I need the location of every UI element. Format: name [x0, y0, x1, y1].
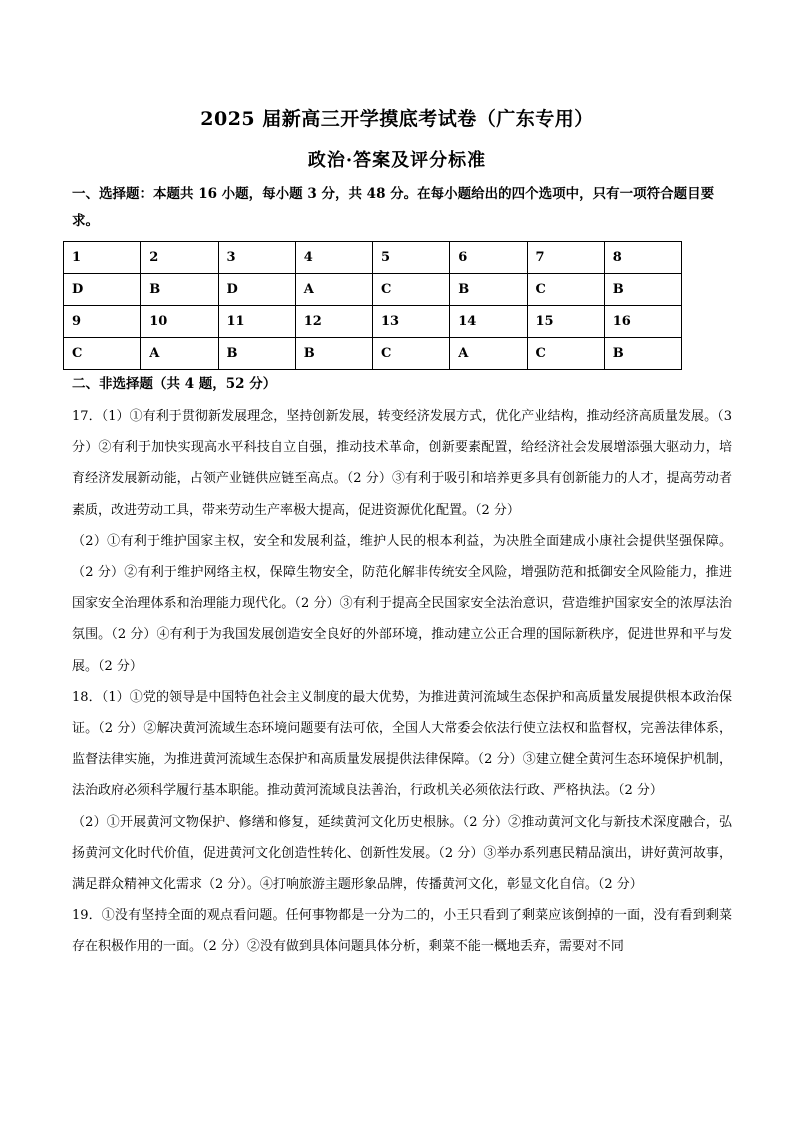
table-row	[64, 338, 682, 370]
table-cell: 12	[295, 306, 372, 338]
answer-paragraph: 18．（1）①党的领导是中国特色社会主义制度的最大优势，为推进黄河流域生态保护和高质量发展提供根本政治保证。（2 分）②解决黄河流域生态环境问题要有法可依，全国人大常委会依法行使立法权和监督权，完善法律体系，监督法律实施，为推进黄河流域生态保护和高质量发展提供法律保障。（2 分）③建立健全黄河生态环境保护机制，法治政府必须科学履行基本职能。推动黄河流域良法善治，行政机关必须依法行政、严格执法。（2 分）	[72, 689, 732, 799]
answer-paragraph: 19．①没有坚持全面的观点看问题。任何事物都是一分为二的，小王只看到了剩菜应该倒掉的一面，没有看到剩菜存在积极作用的一面。（2 分）②没有做到具体问题具体分析，剩菜不能一概地丢弃，需要对不同	[72, 908, 732, 955]
table-cell: 1	[64, 242, 141, 274]
section1-heading: 一、选择题：本题共 16 小题，每小题 3 分，共 48 分。在每小题给出的四个选项中，只有一项符合题目要求。	[72, 186, 715, 229]
section2-heading: 二、非选择题（共 4 题，52 分）	[72, 376, 277, 392]
table-cell: B	[295, 338, 372, 370]
table-cell: D	[64, 274, 141, 306]
table-cell: B	[604, 338, 681, 370]
table-cell: 2	[141, 242, 218, 274]
table-cell: 6	[450, 242, 527, 274]
table-cell: C	[527, 338, 604, 370]
exam-title: 2025 届新高三开学摸底考试卷（广东专用）	[200, 108, 594, 130]
table-cell: B	[604, 274, 681, 306]
table-cell: C	[64, 338, 141, 370]
answer-paragraph: 17．（1）①有利于贯彻新发展理念，坚持创新发展，转变经济发展方式，优化产业结构，推动经济高质量发展。（3 分）②有利于加快实现高水平科技自立自强，推动技术革命，创新要素配置，给经济社会发展增添强大驱动力，培育经济发展新动能，占领产业链供应链至高点。（2 分）③有利于吸引和培养更多具有创新能力的人才，提高劳动者素质，改进劳动工具，带来劳动生产率极大提高，促进资源优化配置。（2 分）	[72, 409, 732, 518]
table-cell: B	[450, 274, 527, 306]
table-row	[64, 242, 682, 274]
table-cell: C	[527, 274, 604, 306]
table-row	[64, 274, 682, 306]
exam-subtitle: 政治·答案及评分标准	[307, 150, 487, 171]
table-cell: C	[373, 274, 450, 306]
table-cell: 13	[373, 306, 450, 338]
table-cell: A	[295, 274, 372, 306]
table-cell: 3	[218, 242, 295, 274]
table-cell: A	[450, 338, 527, 370]
table-cell: B	[218, 338, 295, 370]
table-cell: 10	[141, 306, 218, 338]
table-row	[64, 306, 682, 338]
answer-body	[72, 401, 732, 963]
table-cell: 16	[604, 306, 681, 338]
table-cell: D	[218, 274, 295, 306]
table-cell: 9	[64, 306, 141, 338]
table-cell: A	[141, 338, 218, 370]
table-cell: 7	[527, 242, 604, 274]
table-cell: 11	[218, 306, 295, 338]
answer-table	[63, 241, 682, 370]
table-cell: 14	[450, 306, 527, 338]
table-cell: 5	[373, 242, 450, 274]
table-cell: 15	[527, 306, 604, 338]
table-cell: 8	[604, 242, 681, 274]
table-cell: 4	[295, 242, 372, 274]
table-cell: B	[141, 274, 218, 306]
answer-paragraph: （2）①开展黄河文物保护、修缮和修复，延续黄河文化历史根脉。（2 分）②推动黄河文化与新技术深度融合，弘扬黄河文化时代价值，促进黄河文化创造性转化、创新性发展。（2 分）③举办系列惠民精品演出，讲好黄河故事，满足群众精神文化需求（2 分）。④打响旅游主题形象品牌，传播黄河文化，彰显文化自信。（2 分）	[72, 814, 732, 893]
answer-paragraph: （2）①有利于维护国家主权，安全和发展利益，维护人民的根本利益，为决胜全面建成小康社会提供坚强保障。（2 分）②有利于维护网络主权，保障生物安全，防范化解非传统安全风险，增强防范和抵御安全风险能力，推进国家安全治理体系和治理能力现代化。（2 分）③有利于提高全民国家安全法治意识，营造维护国家安全的浓厚法治氛围。（2 分）④有利于为我国发展创造安全良好的外部环境，推动建立公正合理的国际新秩序，促进世界和平与发展。（2 分）	[72, 533, 732, 674]
table-cell: C	[373, 338, 450, 370]
